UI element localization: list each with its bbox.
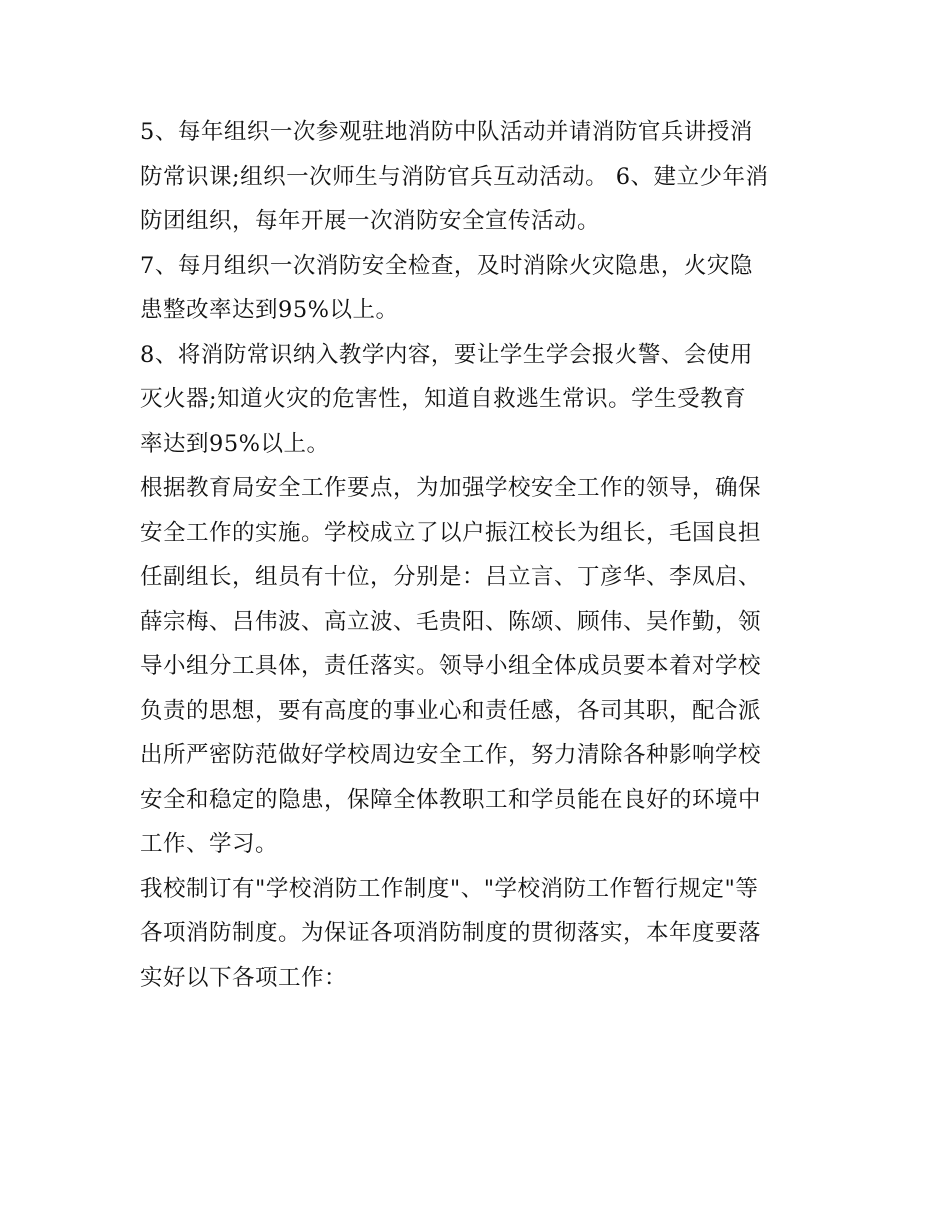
text-line: 负责的思想，要有高度的事业心和责任感，各司其职，配合派: [140, 697, 762, 724]
paragraph-item-5-6: [140, 110, 820, 244]
paragraph-leadership-group: [140, 466, 820, 867]
text-line: 患整改率达到95%以上。: [140, 297, 399, 323]
text-line: 出所严密防范做好学校周边安全工作，努力清除各种影响学校: [140, 742, 762, 768]
text-line: 防团组织，每年开展一次消防安全宣传活动。: [140, 208, 601, 234]
text-line: 7、每月组织一次消防安全检查，及时消除火灾隐患，火灾隐: [140, 252, 753, 279]
text-line: 根据教育局安全工作要点，为加强学校安全工作的领导，确保: [140, 475, 762, 501]
text-line: 任副组长，组员有十位，分别是：吕立言、丁彦华、李凤启、: [140, 564, 762, 590]
text-line: 安全和稳定的隐患，保障全体教职工和学员能在良好的环境中: [140, 786, 762, 813]
text-line: 安全工作的实施。学校成立了以户振江校长为组长，毛国良担: [140, 519, 762, 546]
document-body: [140, 110, 820, 1000]
text-line: 导小组分工具体，责任落实。领导小组全体成员要本着对学校: [140, 653, 762, 679]
text-line: 灭火器;知道火灾的危害性，知道自救逃生常识。学生受教育: [140, 386, 747, 412]
text-line: 防常识课;组织一次师生与消防官兵互动活动。 6、建立少年消: [140, 163, 769, 190]
text-line: 工作、学习。: [140, 831, 279, 857]
paragraph-item-8: [140, 333, 820, 467]
paragraph-fire-regulations: [140, 867, 820, 1001]
text-line: 各项消防制度。为保证各项消防制度的贯彻落实，本年度要落: [140, 920, 762, 946]
paragraph-item-7: [140, 244, 820, 333]
text-line: 5、每年组织一次参观驻地消防中队活动并请消防官兵讲授消: [140, 119, 753, 145]
text-line: 我校制订有"学校消防工作制度"、"学校消防工作暂行规定"等: [140, 875, 759, 902]
text-line: 薛宗梅、吕伟波、高立波、毛贵阳、陈颂、顾伟、吴作勤，领: [140, 608, 762, 635]
text-line: 率达到95%以上。: [140, 430, 330, 457]
text-line: 8、将消防常识纳入教学内容，要让学生学会报火警、会使用: [140, 341, 753, 368]
text-line: 实好以下各项工作：: [140, 964, 348, 991]
